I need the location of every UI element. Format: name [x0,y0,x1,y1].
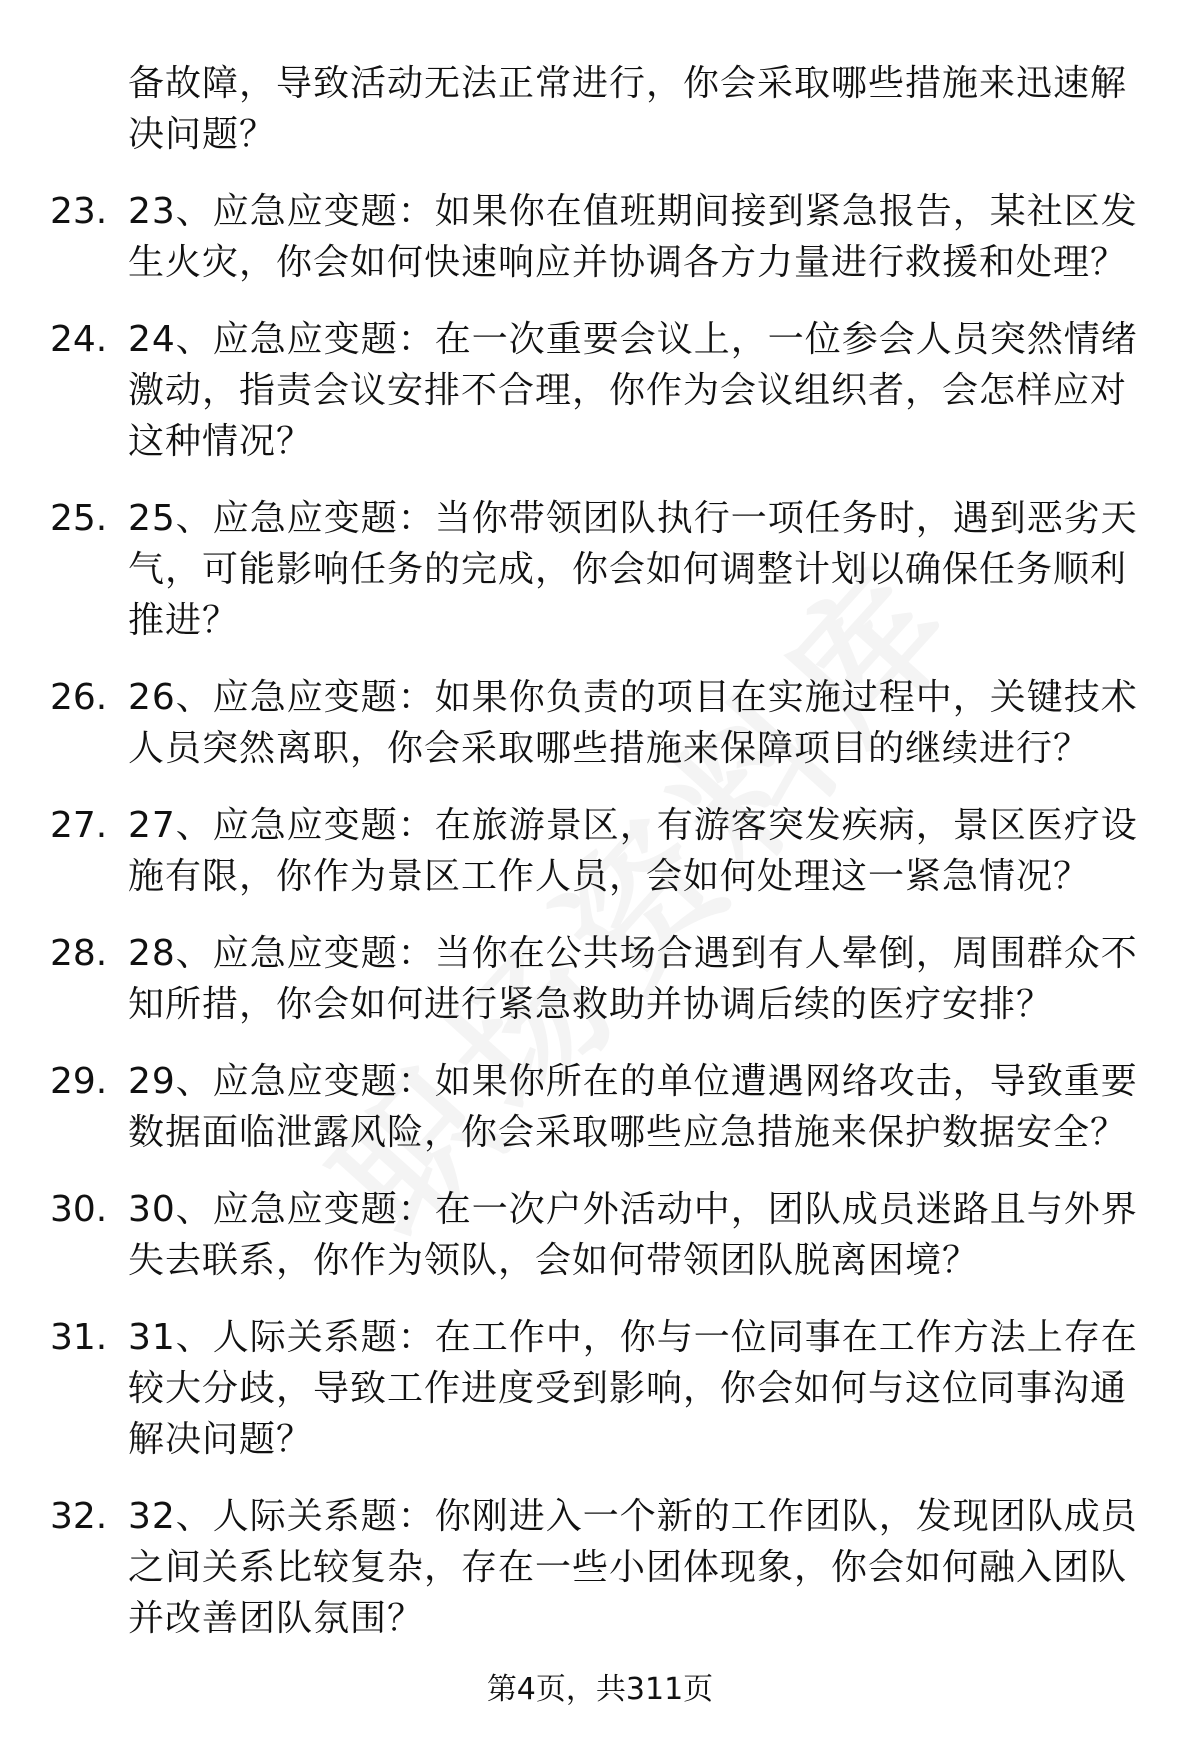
list-item [0,672,1200,774]
item-number: 29. [50,1061,108,1102]
item-number: 31. [50,1317,108,1358]
item-number: 26. [50,677,108,718]
list-item [0,928,1200,1030]
item-text: 24、应急应变题：在一次重要会议上，一位参会人员突然情绪激动，指责会议安排不合理，你作为会议组织者，会怎样应对这种情况？ [128,319,1138,462]
list-item [0,186,1200,288]
list-item [0,800,1200,902]
item-number: 27. [50,805,108,846]
question-list [0,58,1200,1644]
item-text: 29、应急应变题：如果你所在的单位遭遇网络攻击，导致重要数据面临泄露风险，你会采取哪些应急措施来保护数据安全？ [128,1061,1138,1153]
item-number: 23. [50,191,108,232]
page-footer: 第4页，共311页 [486,1672,714,1707]
item-number: 30. [50,1189,108,1230]
item-text: 28、应急应变题：当你在公共场合遇到有人晕倒，周围群众不知所措，你会如何进行紧急救助并协调后续的医疗安排？ [128,933,1138,1025]
item-text: 25、应急应变题：当你带领团队执行一项任务时，遇到恶劣天气，可能影响任务的完成，你会如何调整计划以确保任务顺利推进？ [128,498,1138,641]
list-item [0,1491,1200,1644]
list-item [0,1184,1200,1286]
item-text: 30、应急应变题：在一次户外活动中，团队成员迷路且与外界失去联系，你作为领队，会如何带领团队脱离困境？ [128,1189,1138,1281]
list-item [0,493,1200,646]
item-number: 25. [50,498,108,539]
list-item [0,1312,1200,1465]
item-text: 32、人际关系题：你刚进入一个新的工作团队，发现团队成员之间关系比较复杂，存在一些小团体现象，你会如何融入团队并改善团队氛围？ [128,1496,1138,1639]
item-number: 24. [50,319,108,360]
list-item [0,314,1200,467]
item-text: 27、应急应变题：在旅游景区，有游客突发疾病，景区医疗设施有限，你作为景区工作人员，会如何处理这一紧急情况？ [128,805,1138,897]
item-text: 31、人际关系题：在工作中，你与一位同事在工作方法上存在较大分歧，导致工作进度受到影响，你会如何与这位同事沟通解决问题？ [128,1317,1138,1460]
continuation-text: 备故障，导致活动无法正常进行，你会采取哪些措施来迅速解决问题？ [128,63,1128,155]
item-number: 28. [50,933,108,974]
item-number: 32. [50,1496,108,1537]
list-item [0,1056,1200,1158]
item-text: 23、应急应变题：如果你在值班期间接到紧急报告，某社区发生火灾，你会如何快速响应并协调各方力量进行救援和处理？ [128,191,1138,283]
item-text: 26、应急应变题：如果你负责的项目在实施过程中，关键技术人员突然离职，你会采取哪些措施来保障项目的继续进行？ [128,677,1138,769]
